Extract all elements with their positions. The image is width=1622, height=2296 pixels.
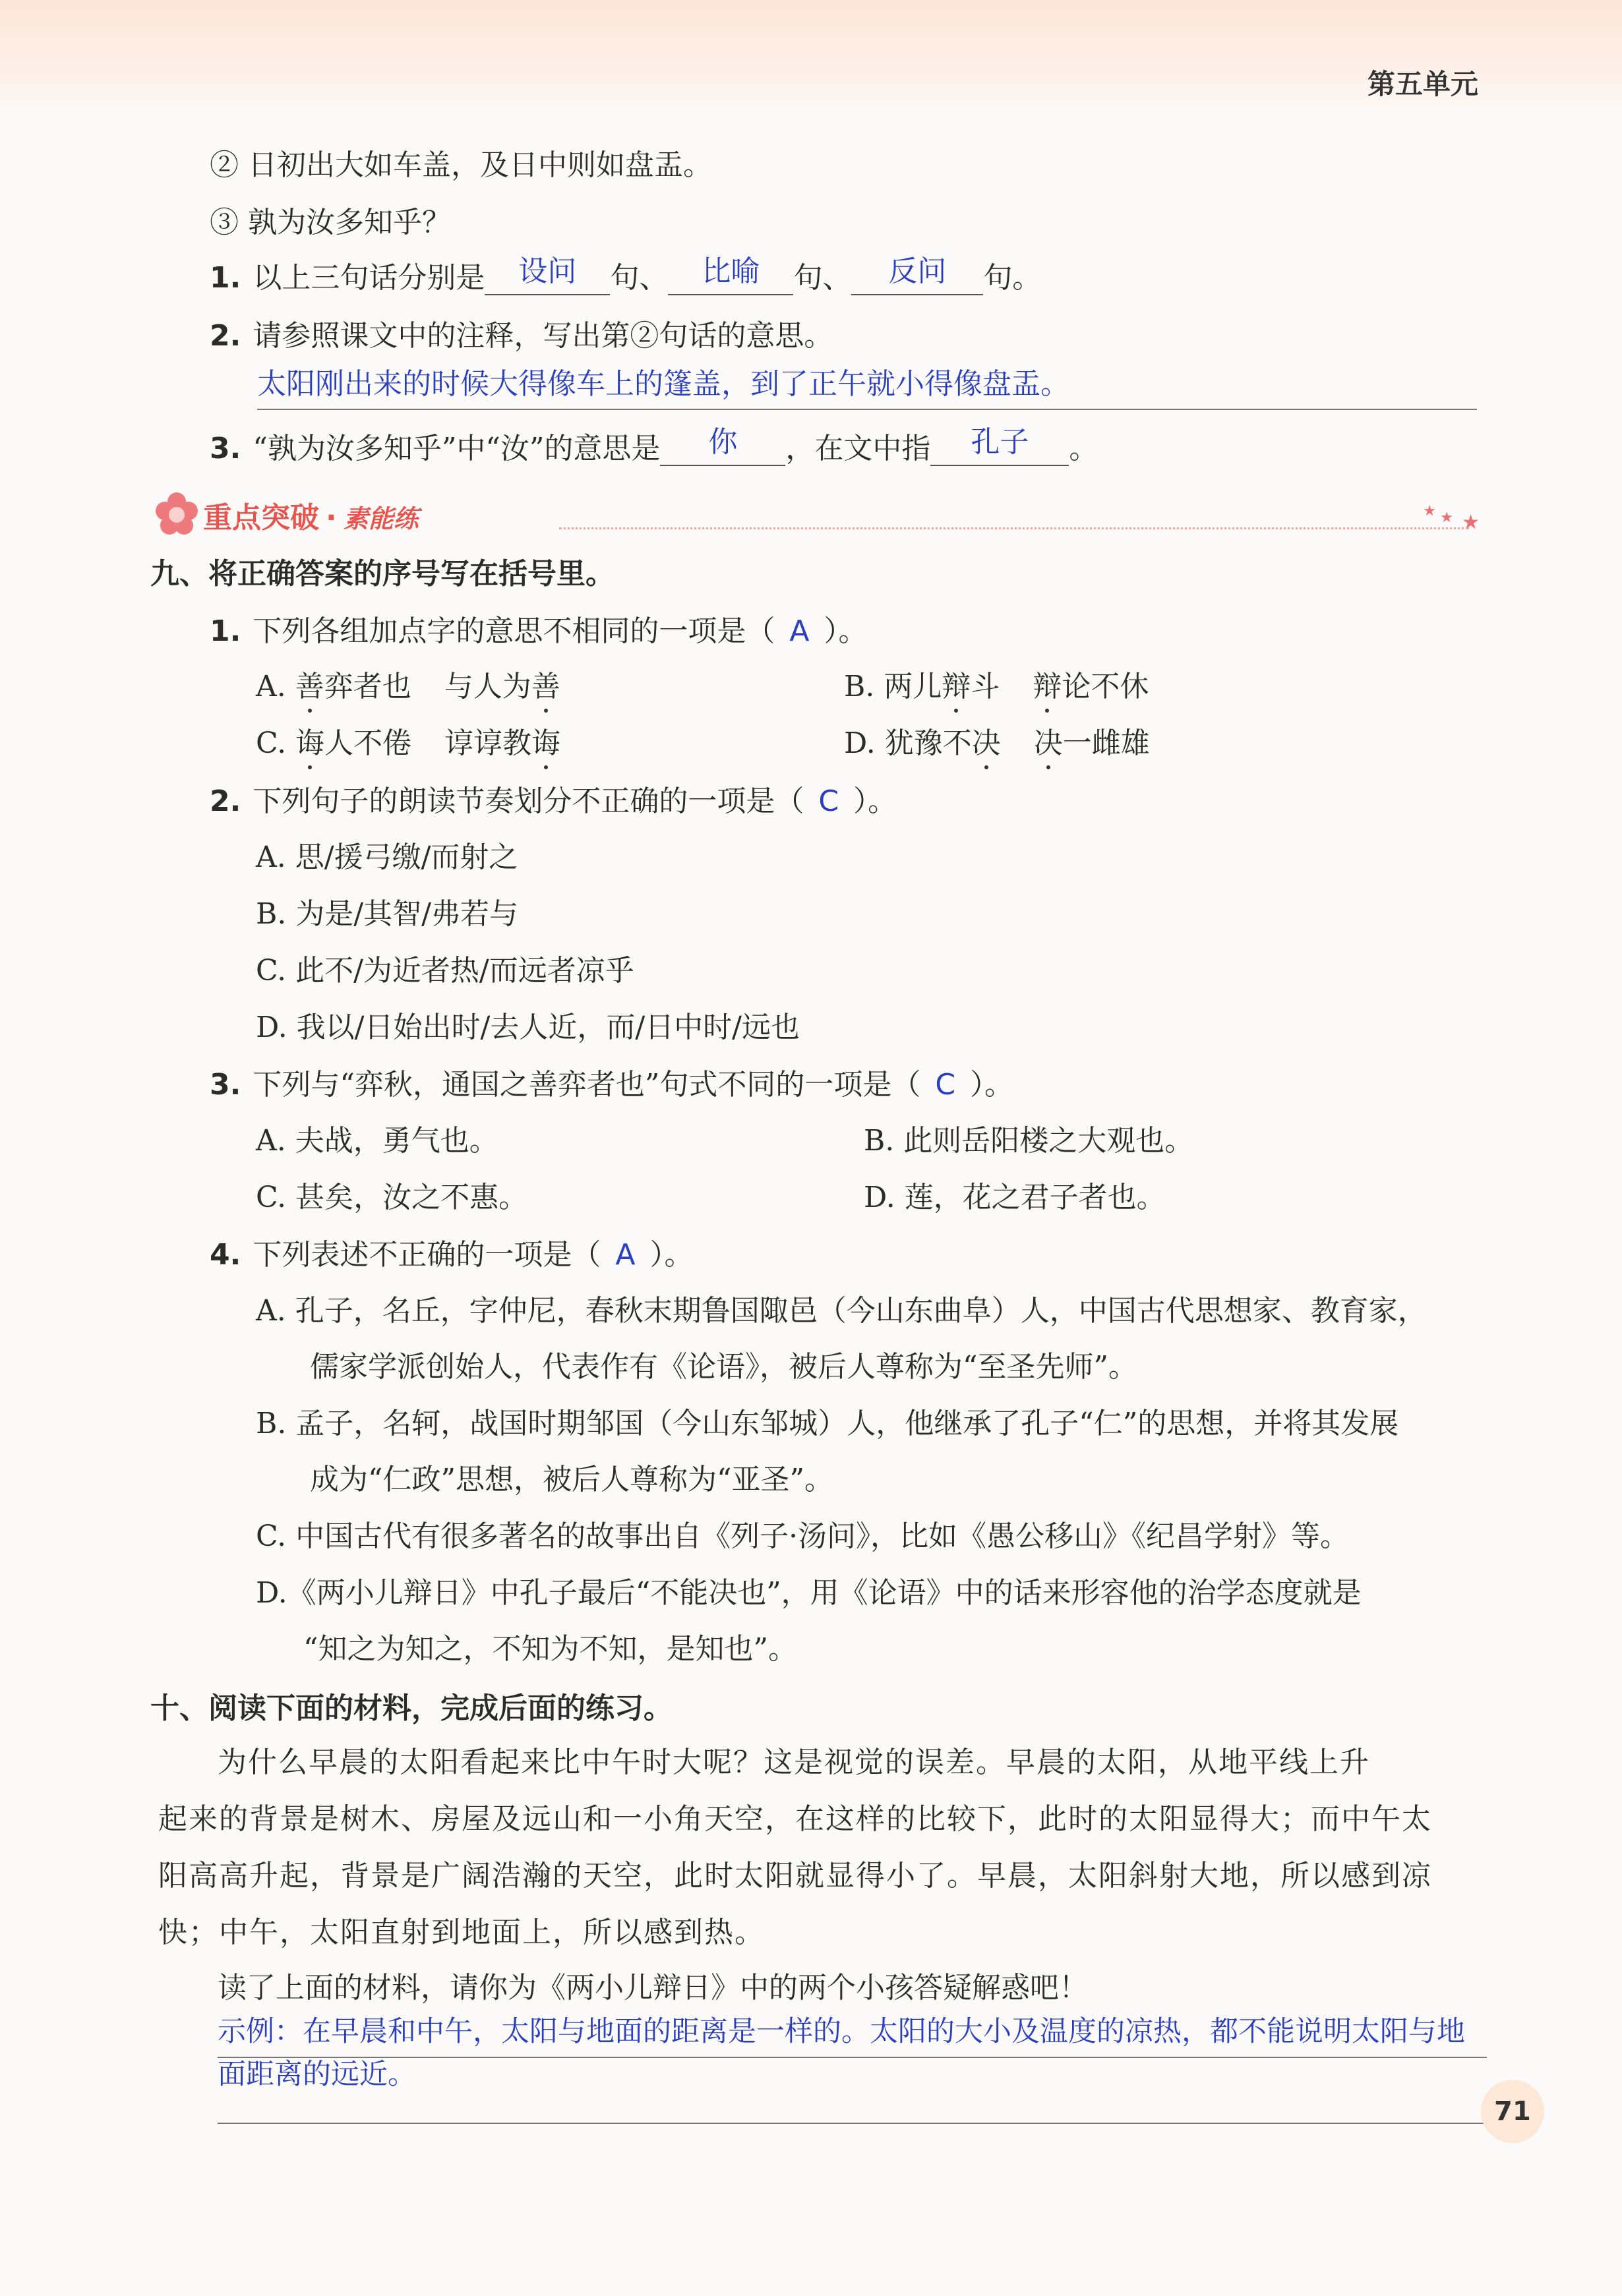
option-b: B. 为是/其智/弗若与 xyxy=(256,897,518,931)
banner-main: 重点突破 xyxy=(203,501,319,535)
question-text: 句、 xyxy=(610,261,669,295)
option-label: D. xyxy=(844,726,876,760)
question-text: 下列与“弈秋，通国之善弈者也”句式不同的一项是（ xyxy=(253,1068,921,1102)
option-b: B. 孟子，名轲，战国时期邹国（今山东邹城）人，他继承了孔子“仁”的思想，并将其发展 xyxy=(256,1407,1399,1440)
section-10-answer-line-2: 面距离的远近。 xyxy=(218,2058,416,2091)
dotted-char: 决 xyxy=(1033,726,1063,760)
answer-text: 你 xyxy=(708,425,738,459)
passage-sentence-3: ③ 孰为汝多知乎？ xyxy=(210,206,451,239)
section-10-title: 十、阅读下面的材料，完成后面的练习。 xyxy=(150,1692,673,1725)
page-number: 71 xyxy=(1481,2080,1544,2143)
answer-text: C xyxy=(935,1068,956,1102)
section-banner-title xyxy=(203,494,419,536)
question-text: 以上三句话分别是 xyxy=(253,261,485,295)
option-text: 斗 xyxy=(971,670,1000,703)
option-a xyxy=(256,670,560,705)
option-b: B. 此则岳阳楼之大观也。 xyxy=(864,1124,1194,1158)
answer-blank xyxy=(930,425,1069,466)
option-text: 犹豫不 xyxy=(884,726,972,760)
reading-paragraph-line: 起来的背景是树木、房屋及远山和一小角天空，在这样的比较下，此时的太阳显得大；而中午太 xyxy=(158,1802,1432,1836)
question-text: “孰为汝多知乎”中“汝”的意思是 xyxy=(253,432,661,465)
reading-paragraph-line: 阳高高升起，背景是广阔浩瀚的天空，此时太阳就显得小了。早晨，太阳斜射大地，所以感到凉 xyxy=(158,1859,1432,1893)
question-text: ）。 xyxy=(853,784,897,818)
question-number: 3. xyxy=(210,1068,241,1102)
option-text: 弈者也 xyxy=(324,670,411,703)
question-text: ）。 xyxy=(970,1068,1014,1102)
dotted-char: 诲 xyxy=(295,726,325,760)
flower-icon xyxy=(154,491,199,536)
question-text: 请参照课文中的注释，写出第②句话的意思。 xyxy=(253,319,833,353)
answer-line xyxy=(257,409,1477,410)
option-a: A. 夫战，勇气也。 xyxy=(256,1124,498,1158)
question-1 xyxy=(210,254,1042,296)
answer-text: 反问 xyxy=(888,254,947,288)
answer-text: 孔子 xyxy=(971,425,1029,459)
question-3 xyxy=(210,425,1098,467)
option-label: B. xyxy=(844,670,875,703)
reading-paragraph-line: 快；中午，太阳直射到地面上，所以感到热。 xyxy=(158,1916,765,1949)
question-text: ）。 xyxy=(649,1238,694,1272)
option-text: 一雌雄 xyxy=(1062,726,1150,760)
option-d xyxy=(844,726,1150,761)
option-text: 谆谆教 xyxy=(444,726,532,760)
option-b xyxy=(844,670,1149,705)
option-text: 两儿 xyxy=(884,670,942,703)
banner-dotted-line xyxy=(559,527,1469,529)
section-banner xyxy=(150,491,1482,537)
question-number: 2. xyxy=(210,319,241,353)
answer-text: A xyxy=(615,1238,636,1272)
sec9-question-4 xyxy=(210,1238,693,1273)
question-text: 下列表述不正确的一项是（ xyxy=(253,1238,601,1272)
question-text: ，在文中指 xyxy=(785,432,931,465)
option-label: C. xyxy=(256,726,287,760)
answer-text: 比喻 xyxy=(702,254,760,288)
sec9-question-3 xyxy=(210,1068,1013,1103)
sec9-question-2 xyxy=(210,784,897,819)
option-b-continued: 成为“仁政”思想，被后人尊称为“亚圣”。 xyxy=(310,1463,833,1496)
answer-line xyxy=(218,2123,1487,2124)
question-number: 1. xyxy=(210,614,241,648)
question-2-answer: 太阳刚出来的时候大得像车上的篷盖，到了正午就小得像盘盂。 xyxy=(257,367,1069,401)
question-text: 句。 xyxy=(983,261,1042,295)
banner-separator: · xyxy=(326,501,337,535)
dotted-char: 辩 xyxy=(1033,670,1062,703)
section-10-answer-line-1: 示例：在早晨和中午，太阳与地面的距离是一样的。太阳的大小及温度的凉热，都不能说明太阳与地 xyxy=(218,2015,1465,2048)
option-text: 论不休 xyxy=(1062,670,1149,703)
option-a: A. 思/援弓缴/而射之 xyxy=(256,840,518,874)
question-number: 4. xyxy=(210,1238,241,1272)
sec9-question-1 xyxy=(210,614,867,649)
dotted-char: 辩 xyxy=(942,670,971,703)
question-text: 下列各组加点字的意思不相同的一项是（ xyxy=(253,614,775,648)
star-icon: ★ xyxy=(1462,511,1480,534)
question-text: 下列句子的朗读节奏划分不正确的一项是（ xyxy=(253,784,804,818)
option-a-continued: 儒家学派创始人，代表作有《论语》，被后人尊称为“至圣先师”。 xyxy=(310,1350,1137,1384)
unit-title: 第五单元 xyxy=(1367,68,1478,100)
option-text: 与人为 xyxy=(444,670,531,703)
answer-text: A xyxy=(789,614,810,648)
answer-blank xyxy=(485,254,610,295)
answer-blank xyxy=(668,254,793,295)
banner-sub: 素能练 xyxy=(343,504,419,533)
option-label: A. xyxy=(256,670,286,703)
option-text: 人不倦 xyxy=(324,726,412,760)
dotted-char: 诲 xyxy=(531,726,561,760)
reading-paragraph-line: 为什么早晨的太阳看起来比中午时大呢？这是视觉的误差。早晨的太阳，从地平线上升 xyxy=(218,1746,1370,1779)
question-number: 3. xyxy=(210,432,241,465)
question-text: 。 xyxy=(1069,432,1098,465)
section-10-prompt: 读了上面的材料，请你为《两小儿辩日》中的两个小孩答疑解惑吧！ xyxy=(218,1971,1088,2005)
star-icon: ★ xyxy=(1440,510,1453,526)
dotted-char: 决 xyxy=(971,726,1001,760)
question-number: 2. xyxy=(210,784,241,818)
option-d-continued: “知之为知之，不知为不知，是知也”。 xyxy=(303,1632,797,1666)
question-text: ）。 xyxy=(824,614,868,648)
option-c: C. 中国古代有很多著名的故事出自《列子·汤问》，比如《愚公移山》《纪昌学射》等。 xyxy=(256,1519,1350,1553)
option-a: A. 孔子，名丘，字仲尼，春秋末期鲁国陬邑（今山东曲阜）人，中国古代思想家、教育家， xyxy=(256,1294,1427,1328)
answer-blank xyxy=(660,425,785,466)
option-c xyxy=(256,726,560,761)
dotted-char: 善 xyxy=(531,670,560,703)
answer-text: C xyxy=(818,784,839,818)
option-c: C. 甚矣，汝之不惠。 xyxy=(256,1181,528,1214)
section-9-title: 九、将正确答案的序号写在括号里。 xyxy=(150,557,615,591)
option-d: D. 莲，花之君子者也。 xyxy=(864,1181,1166,1214)
answer-blank xyxy=(851,254,983,295)
passage-sentence-2: ② 日初出大如车盖，及日中则如盘盂。 xyxy=(210,148,712,182)
option-c: C. 此不/为近者热/而远者凉乎 xyxy=(256,954,634,987)
star-icon: ★ xyxy=(1423,503,1436,519)
question-number: 1. xyxy=(210,261,241,295)
option-d: D.《两小儿辩日》中孔子最后“不能决也”，用《论语》中的话来形容他的治学态度就是 xyxy=(256,1576,1362,1610)
option-d: D. 我以/日始出时/去人近，而/日中时/远也 xyxy=(256,1011,800,1044)
question-2 xyxy=(210,319,833,354)
answer-text: 设问 xyxy=(518,254,577,288)
question-text: 句、 xyxy=(793,261,852,295)
dotted-char: 善 xyxy=(295,670,324,703)
